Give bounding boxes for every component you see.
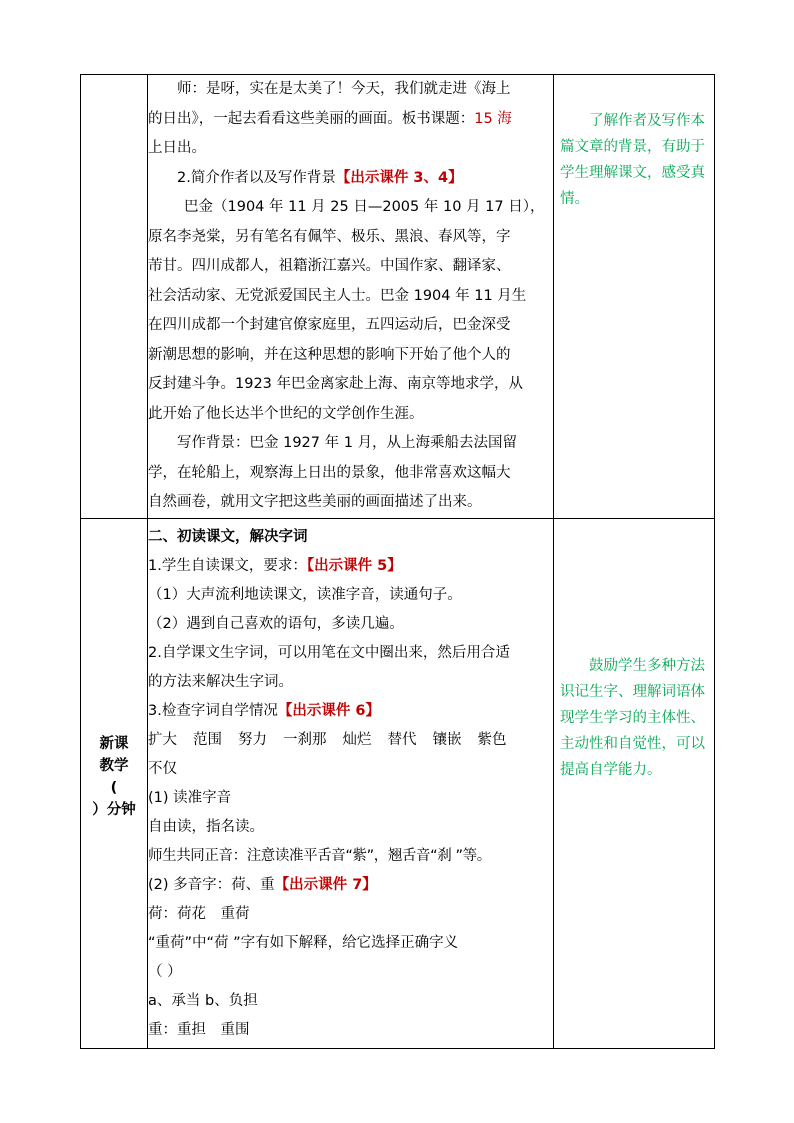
vocab-word: 范围 — [193, 731, 222, 748]
text-line — [148, 105, 553, 135]
text-line: 自由读，指名读。 — [148, 818, 264, 835]
text-line: 学，在轮船上，观察海上日出的景象，他非常喜欢这幅大 — [148, 464, 511, 481]
text-line: 反封建斗争。1923 年巴金离家赴上海、南京等地求学，从 — [148, 376, 524, 392]
text-line: 师生共同正音：注意读准平舌音“紫”，翘舌音“刹 ”等。 — [148, 847, 491, 864]
lesson-plan-table — [80, 74, 715, 1049]
text-line: 巴金（1904 年 11 月 25 日—2005 年 10 月 17 日）， — [184, 199, 545, 215]
content-cell-reading — [148, 518, 554, 1048]
text-line: （ ） — [148, 963, 182, 980]
text-line: “重荷”中“荷 ”字有如下解释，给它选择正确字义 — [148, 934, 459, 951]
vocabulary-list-tail: 不仅 — [148, 760, 177, 777]
courseware-tag: 【出示课件 3、4】 — [335, 169, 463, 186]
design-note: 鼓励学生多种方法识记生字、理解词语体现学生学习的主体性、主动性和自觉性，可以提高自学能力。 — [560, 657, 705, 778]
stage-label-line: ）分钟 — [92, 801, 136, 818]
vocab-word: 灿烂 — [342, 731, 372, 748]
courseware-tag: 【出示课件 6】 — [277, 702, 380, 719]
text-line: 上日出。 — [148, 140, 206, 156]
design-note-cell — [554, 518, 715, 1048]
text-line — [148, 871, 553, 900]
stage-label-line: 教学 — [99, 757, 129, 774]
text-line: 原名李尧棠，另有笔名有佩竿、极乐、黑浪、春风等，字 — [148, 228, 511, 245]
vocab-word: 扩大 — [148, 731, 177, 748]
stage-cell-empty — [81, 75, 148, 519]
table-row — [81, 518, 715, 1048]
text-line — [148, 552, 553, 581]
text-line: (1) 读准字音 — [148, 789, 232, 806]
text-line: 此开始了他长达半个世纪的文学创作生涯。 — [148, 405, 424, 422]
text-line: 写作背景：巴金 1927 年 1 月，从上海乘船去法国留 — [177, 435, 518, 451]
text-run: 1.学生自读课文，要求： — [148, 557, 307, 574]
vocab-word: 紫色 — [477, 731, 507, 748]
text-line: 的方法来解决生字词。 — [148, 673, 293, 690]
vocab-word: 替代 — [387, 731, 417, 748]
vocab-word: 镶嵌 — [432, 731, 462, 748]
stage-label-line: 新课 — [99, 735, 129, 752]
vocab-word: 努力 — [238, 731, 267, 748]
text-run: 的日出》，一起去看看这些美丽的画面。板书课题： — [148, 110, 475, 127]
text-run: 2.简介作者以及写作背景 — [177, 169, 336, 186]
text-line: a、承当 b、负担 — [148, 992, 258, 1009]
text-line — [148, 164, 553, 194]
text-line: 2.自学课文生字词，可以用笔在文中圈出来，然后用合适 — [148, 644, 510, 661]
text-line: 师：是呀，实在是太美了！今天，我们就走进《海上 — [177, 81, 511, 97]
stage-cell — [81, 518, 148, 1048]
courseware-tag: 【出示课件 5】 — [306, 557, 402, 574]
text-line: 芾甘。四川成都人，祖籍浙江嘉兴。中国作家、翻译家、 — [148, 258, 511, 274]
text-line: 在四川成都一个封建官僚家庭里，五四运动后，巴金深受 — [148, 317, 511, 333]
text-run: (2) 多音字：荷、重 — [148, 876, 275, 893]
text-line: 社会活动家、无党派爱国民主人士。巴金 1904 年 11 月生 — [148, 287, 527, 304]
text-line: （2）遇到自己喜欢的语句，多读几遍。 — [148, 615, 404, 632]
design-note: 了解作者及写作本篇文章的背景，有助于学生理解课文，感受真情。 — [560, 113, 705, 207]
text-line: （1）大声流利地读课文，读准字音，读通句子。 — [148, 586, 462, 603]
text-line: 新潮思想的影响，并在这种思想的影响下开始了他个人的 — [148, 346, 511, 363]
text-line: 荷：荷花 重荷 — [148, 905, 250, 922]
vocab-word: 一刹那 — [283, 731, 327, 748]
text-line — [148, 697, 553, 726]
courseware-tag: 【出示课件 7】 — [274, 876, 377, 893]
content-cell-intro — [148, 75, 554, 519]
text-run: 3.检查字词自学情况 — [148, 702, 278, 719]
design-note-cell — [554, 75, 715, 519]
stage-label-line: ( — [110, 779, 118, 796]
lesson-title-highlight: 15 海 — [474, 110, 512, 127]
table-row — [81, 75, 715, 519]
text-line: 自然画卷，就用文字把这些美丽的画面描述了出来。 — [148, 494, 482, 510]
vocabulary-list — [148, 726, 553, 755]
section-heading: 二、初读课文，解决字词 — [148, 528, 308, 545]
stage-label — [81, 519, 147, 821]
text-line: 重：重担 重围 — [148, 1021, 250, 1038]
